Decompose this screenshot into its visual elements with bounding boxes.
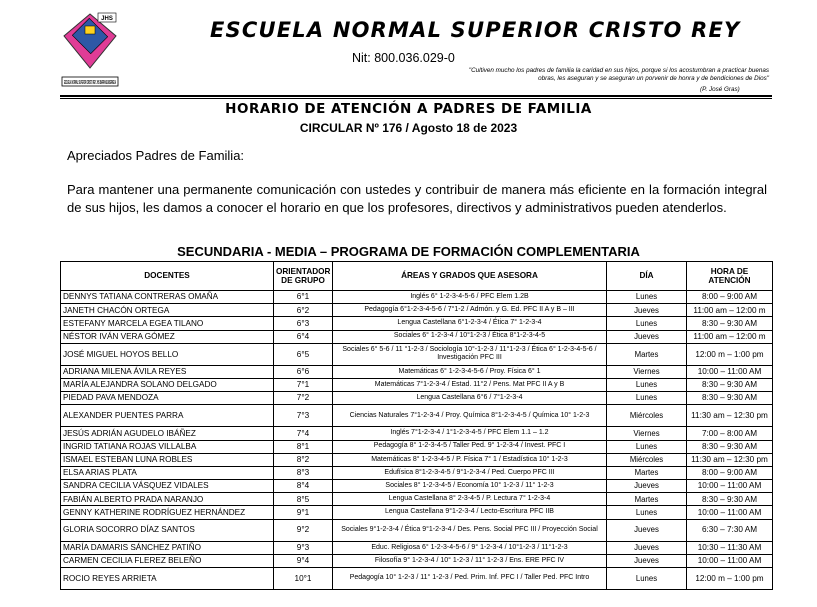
cell-docente: JOSÉ MIGUEL HOYOS BELLO	[61, 343, 274, 365]
table-row	[61, 317, 773, 330]
cell-hora: 7:00 – 8:00 AM	[687, 427, 773, 440]
cell-hora: 8:30 – 9:30 AM	[687, 378, 773, 391]
cell-docente: PIEDAD PAVA MENDOZA	[61, 392, 274, 405]
cell-areas: Edufísica 8°1-2-3-4-5 / 9°1-2-3-4 / Ped. Cuerpo PFC III	[333, 466, 607, 479]
cell-docente: ISMAEL ESTEBAN LUNA ROBLES	[61, 453, 274, 466]
cell-docente: CARMEN CECILIA FLEREZ BELEÑO	[61, 554, 274, 567]
cell-grupo: 7°2	[274, 392, 333, 405]
svg-text:ESCUELA NORMAL SUPERIOR CRISTO: ESCUELA NORMAL SUPERIOR CRISTO REY JHS BARRANCABERMEJA	[64, 80, 117, 86]
cell-hora: 11:30 am – 12:30 pm	[687, 405, 773, 427]
cell-grupo: 10°1	[274, 568, 333, 590]
column-header-dia: DÍA	[607, 262, 687, 291]
cell-dia: Miércoles	[607, 453, 687, 466]
cell-grupo: 6°5	[274, 343, 333, 365]
cell-hora: 11:00 am – 12:00 m	[687, 304, 773, 317]
greeting: Apreciados Padres de Familia:	[67, 148, 245, 163]
table-row	[61, 480, 773, 493]
cell-grupo: 6°6	[274, 365, 333, 378]
table-header-row	[61, 262, 773, 291]
table-row	[61, 519, 773, 541]
cell-areas: Matemáticas 6° 1-2-3-4-5-6 / Proy. Física 6° 1	[333, 365, 607, 378]
circular-number: CIRCULAR Nº 176 / Agosto 18 de 2023	[299, 121, 518, 135]
header-divider	[60, 95, 772, 97]
nit-number: Nit: 800.036.029-0	[352, 51, 455, 65]
cell-dia: Jueves	[607, 304, 687, 317]
motto-author: (P. José Gras)	[700, 86, 740, 93]
cell-areas: Lengua Castellana 6°6 / 7°1-2-3-4	[333, 392, 607, 405]
cell-areas: Lengua Castellana 9°1-2-3-4 / Lecto-Escritura PFC IIB	[333, 506, 607, 519]
table-row	[61, 378, 773, 391]
cell-areas: Ciencias Naturales 7°1-2-3-4 / Proy. Química 8°1-2-3-4-5 / Química 10° 1-2-3	[333, 405, 607, 427]
table-row	[61, 453, 773, 466]
cell-dia: Jueves	[607, 541, 687, 554]
cell-docente: MARÍA ALEJANDRA SOLANO DELGADO	[61, 378, 274, 391]
cell-grupo: 6°2	[274, 304, 333, 317]
table-row	[61, 493, 773, 506]
cell-docente: INGRID TATIANA ROJAS VILLALBA	[61, 440, 274, 453]
header-divider-thin	[60, 98, 772, 99]
cell-dia: Viernes	[607, 365, 687, 378]
cell-areas: Inglés 7°1-2-3-4 / 1°1-2-3-4-5 / PFC Elem 1.1 – 1.2	[333, 427, 607, 440]
cell-areas: Matemáticas 8° 1-2-3-4-5 / P. Física 7° 1 / Estadística 10° 1-2-3	[333, 453, 607, 466]
table-row	[61, 554, 773, 567]
cell-dia: Lunes	[607, 378, 687, 391]
column-header-areas: ÁREAS Y GRADOS QUE ASESORA	[333, 262, 607, 291]
motto-quote: "Cultiven mucho los padres de familia la caridad en sus hijos, porque si los acostumbran a practicar buenas obras, les aseguran y se aseguran un porvenir de honra y de bendiciones de Dios"	[468, 67, 769, 82]
cell-docente: SANDRA CECILIA VÁSQUEZ VIDALES	[61, 480, 274, 493]
cell-areas: Sociales 8° 1-2-3-4-5 / Economía 10° 1-2-3 / 11° 1-2-3	[333, 480, 607, 493]
cell-docente: ALEXANDER PUENTES PARRA	[61, 405, 274, 427]
cell-hora: 11:00 am – 12:00 m	[687, 330, 773, 343]
cell-areas: Inglés 6° 1-2-3-4-5-6 / PFC Elem 1.2B	[333, 291, 607, 304]
cell-grupo: 7°3	[274, 405, 333, 427]
cell-docente: ADRIANA MILENA ÁVILA REYES	[61, 365, 274, 378]
cell-areas: Pedagogía 10° 1-2-3 / 11° 1-2-3 / Ped. Prim. Inf. PFC I / Taller Ped. PFC Intro	[333, 568, 607, 590]
cell-hora: 10:00 – 11:00 AM	[687, 365, 773, 378]
cell-grupo: 9°4	[274, 554, 333, 567]
column-header-hora: HORA DE ATENCIÓN	[687, 262, 773, 291]
cell-areas: Pedagogía 6°1-2-3-4-5-6 / 7°1-2 / Admón. y G. Ed. PFC II A y B – III	[333, 304, 607, 317]
cell-dia: Lunes	[607, 317, 687, 330]
cell-docente: ESTEFANY MARCELA EGEA TILANO	[61, 317, 274, 330]
cell-dia: Martes	[607, 493, 687, 506]
cell-hora: 10:30 – 11:30 AM	[687, 541, 773, 554]
table-row	[61, 568, 773, 590]
cell-docente: JESÚS ADRIÁN AGUDELO IBÁÑEZ	[61, 427, 274, 440]
cell-hora: 12:00 m – 1:00 pm	[687, 343, 773, 365]
cell-dia: Jueves	[607, 480, 687, 493]
cell-grupo: 8°2	[274, 453, 333, 466]
cell-hora: 8:30 – 9:30 AM	[687, 392, 773, 405]
column-header-orientador: ORIENTADOR DE GRUPO	[274, 262, 333, 291]
cell-grupo: 9°3	[274, 541, 333, 554]
cell-areas: Lengua Castellana 8° 2-3-4-5 / P. Lectura 7° 1-2-3-4	[333, 493, 607, 506]
table-row	[61, 506, 773, 519]
cell-grupo: 8°4	[274, 480, 333, 493]
cell-docente: GLORIA SOCORRO DÍAZ SANTOS	[61, 519, 274, 541]
table-row	[61, 330, 773, 343]
cell-hora: 10:00 – 11:00 AM	[687, 554, 773, 567]
column-header-docentes: DOCENTES	[61, 262, 274, 291]
cell-docente: NÉSTOR IVÁN VERA GÓMEZ	[61, 330, 274, 343]
cell-hora: 12:00 m – 1:00 pm	[687, 568, 773, 590]
cell-grupo: 7°4	[274, 427, 333, 440]
cell-grupo: 8°5	[274, 493, 333, 506]
schedule-table	[60, 261, 773, 590]
table-row	[61, 466, 773, 479]
cell-grupo: 8°3	[274, 466, 333, 479]
table-row	[61, 365, 773, 378]
cell-hora: 8:00 – 9:00 AM	[687, 466, 773, 479]
cell-grupo: 8°1	[274, 440, 333, 453]
cell-grupo: 6°3	[274, 317, 333, 330]
cell-grupo: 9°2	[274, 519, 333, 541]
table-row	[61, 304, 773, 317]
school-name: ESCUELA NORMAL SUPERIOR CRISTO REY	[210, 18, 741, 42]
table-row	[61, 427, 773, 440]
cell-docente: FABIÁN ALBERTO PRADA NARANJO	[61, 493, 274, 506]
cell-docente: GENNY KATHERINE RODRÍGUEZ HERNÁNDEZ	[61, 506, 274, 519]
cell-dia: Lunes	[607, 392, 687, 405]
cell-hora: 11:30 am – 12:30 pm	[687, 453, 773, 466]
cell-hora: 8:30 – 9:30 AM	[687, 317, 773, 330]
table-row	[61, 392, 773, 405]
cell-docente: ELSA ARIAS PLATA	[61, 466, 274, 479]
cell-areas: Filosofía 9° 1-2-3-4 / 10° 1-2-3 / 11° 1-2-3 / Ens. ERE PFC IV	[333, 554, 607, 567]
cell-docente: ROCIO REYES ARRIETA	[61, 568, 274, 590]
section-title: SECUNDARIA - MEDIA – PROGRAMA DE FORMACIÓN COMPLEMENTARIA	[177, 244, 640, 259]
cell-dia: Lunes	[607, 568, 687, 590]
cell-dia: Martes	[607, 343, 687, 365]
cell-hora: 8:30 – 9:30 AM	[687, 440, 773, 453]
cell-hora: 10:00 – 11:00 AM	[687, 480, 773, 493]
cell-areas: Matemáticas 7°1-2-3-4 / Estad. 11°2 / Pens. Mat PFC II A y B	[333, 378, 607, 391]
cell-dia: Jueves	[607, 554, 687, 567]
cell-dia: Jueves	[607, 330, 687, 343]
cell-areas: Pedagogía 8° 1-2-3-4-5 / Taller Ped. 9° 1-2-3-4 / Invest. PFC I	[333, 440, 607, 453]
table-row	[61, 405, 773, 427]
cell-dia: Viernes	[607, 427, 687, 440]
cell-grupo: 6°1	[274, 291, 333, 304]
svg-text:JHS: JHS	[101, 16, 113, 22]
cell-areas: Sociales 9°1-2-3-4 / Ética 9°1-2-3-4 / Des. Pens. Social PFC III / Proyección Social	[333, 519, 607, 541]
table-row	[61, 541, 773, 554]
table-row	[61, 440, 773, 453]
cell-dia: Lunes	[607, 291, 687, 304]
cell-hora: 6:30 – 7:30 AM	[687, 519, 773, 541]
cell-docente: DENNYS TATIANA CONTRERAS OMAÑA	[61, 291, 274, 304]
cell-docente: MARÍA DAMARIS SÁNCHEZ PATIÑO	[61, 541, 274, 554]
cell-docente: JANETH CHACÓN ORTEGA	[61, 304, 274, 317]
intro-paragraph: Para mantener una permanente comunicación con ustedes y contribuir de manera más eficiente en la formación integral de sus hijos, les damos a conocer el horario en que los profesores, directivos y administrativos pueden atenderlos.	[67, 182, 767, 215]
cell-hora: 10:00 – 11:00 AM	[687, 506, 773, 519]
cell-areas: Sociales 6° 1-2-3-4 / 10°1-2-3 / Ética 8°1-2-3-4-5	[333, 330, 607, 343]
cell-hora: 8:30 – 9:30 AM	[687, 493, 773, 506]
cell-hora: 8:00 – 9:00 AM	[687, 291, 773, 304]
cell-dia: Jueves	[607, 519, 687, 541]
cell-areas: Lengua Castellana 6°1-2-3-4 / Ética 7° 1-2-3-4	[333, 317, 607, 330]
table-row	[61, 343, 773, 365]
document-title: HORARIO DE ATENCIÓN A PADRES DE FAMILIA	[225, 101, 592, 117]
cell-areas: Educ. Religiosa 6° 1-2-3-4-5-6 / 9° 1-2-3-4 / 10°1-2-3 / 11°1-2-3	[333, 541, 607, 554]
cell-grupo: 6°4	[274, 330, 333, 343]
cell-grupo: 9°1	[274, 506, 333, 519]
school-crest-logo	[60, 10, 120, 88]
cell-dia: Lunes	[607, 440, 687, 453]
cell-grupo: 7°1	[274, 378, 333, 391]
cell-dia: Miércoles	[607, 405, 687, 427]
cell-dia: Lunes	[607, 506, 687, 519]
table-row	[61, 291, 773, 304]
cell-areas: Sociales 6° 5-6 / 11 °1-2-3 / Sociología 10°-1-2-3 / 11°1-2-3 / Ética 6° 1-2-3-4-5-6 / Investigación PFC III	[333, 343, 607, 365]
cell-dia: Martes	[607, 466, 687, 479]
